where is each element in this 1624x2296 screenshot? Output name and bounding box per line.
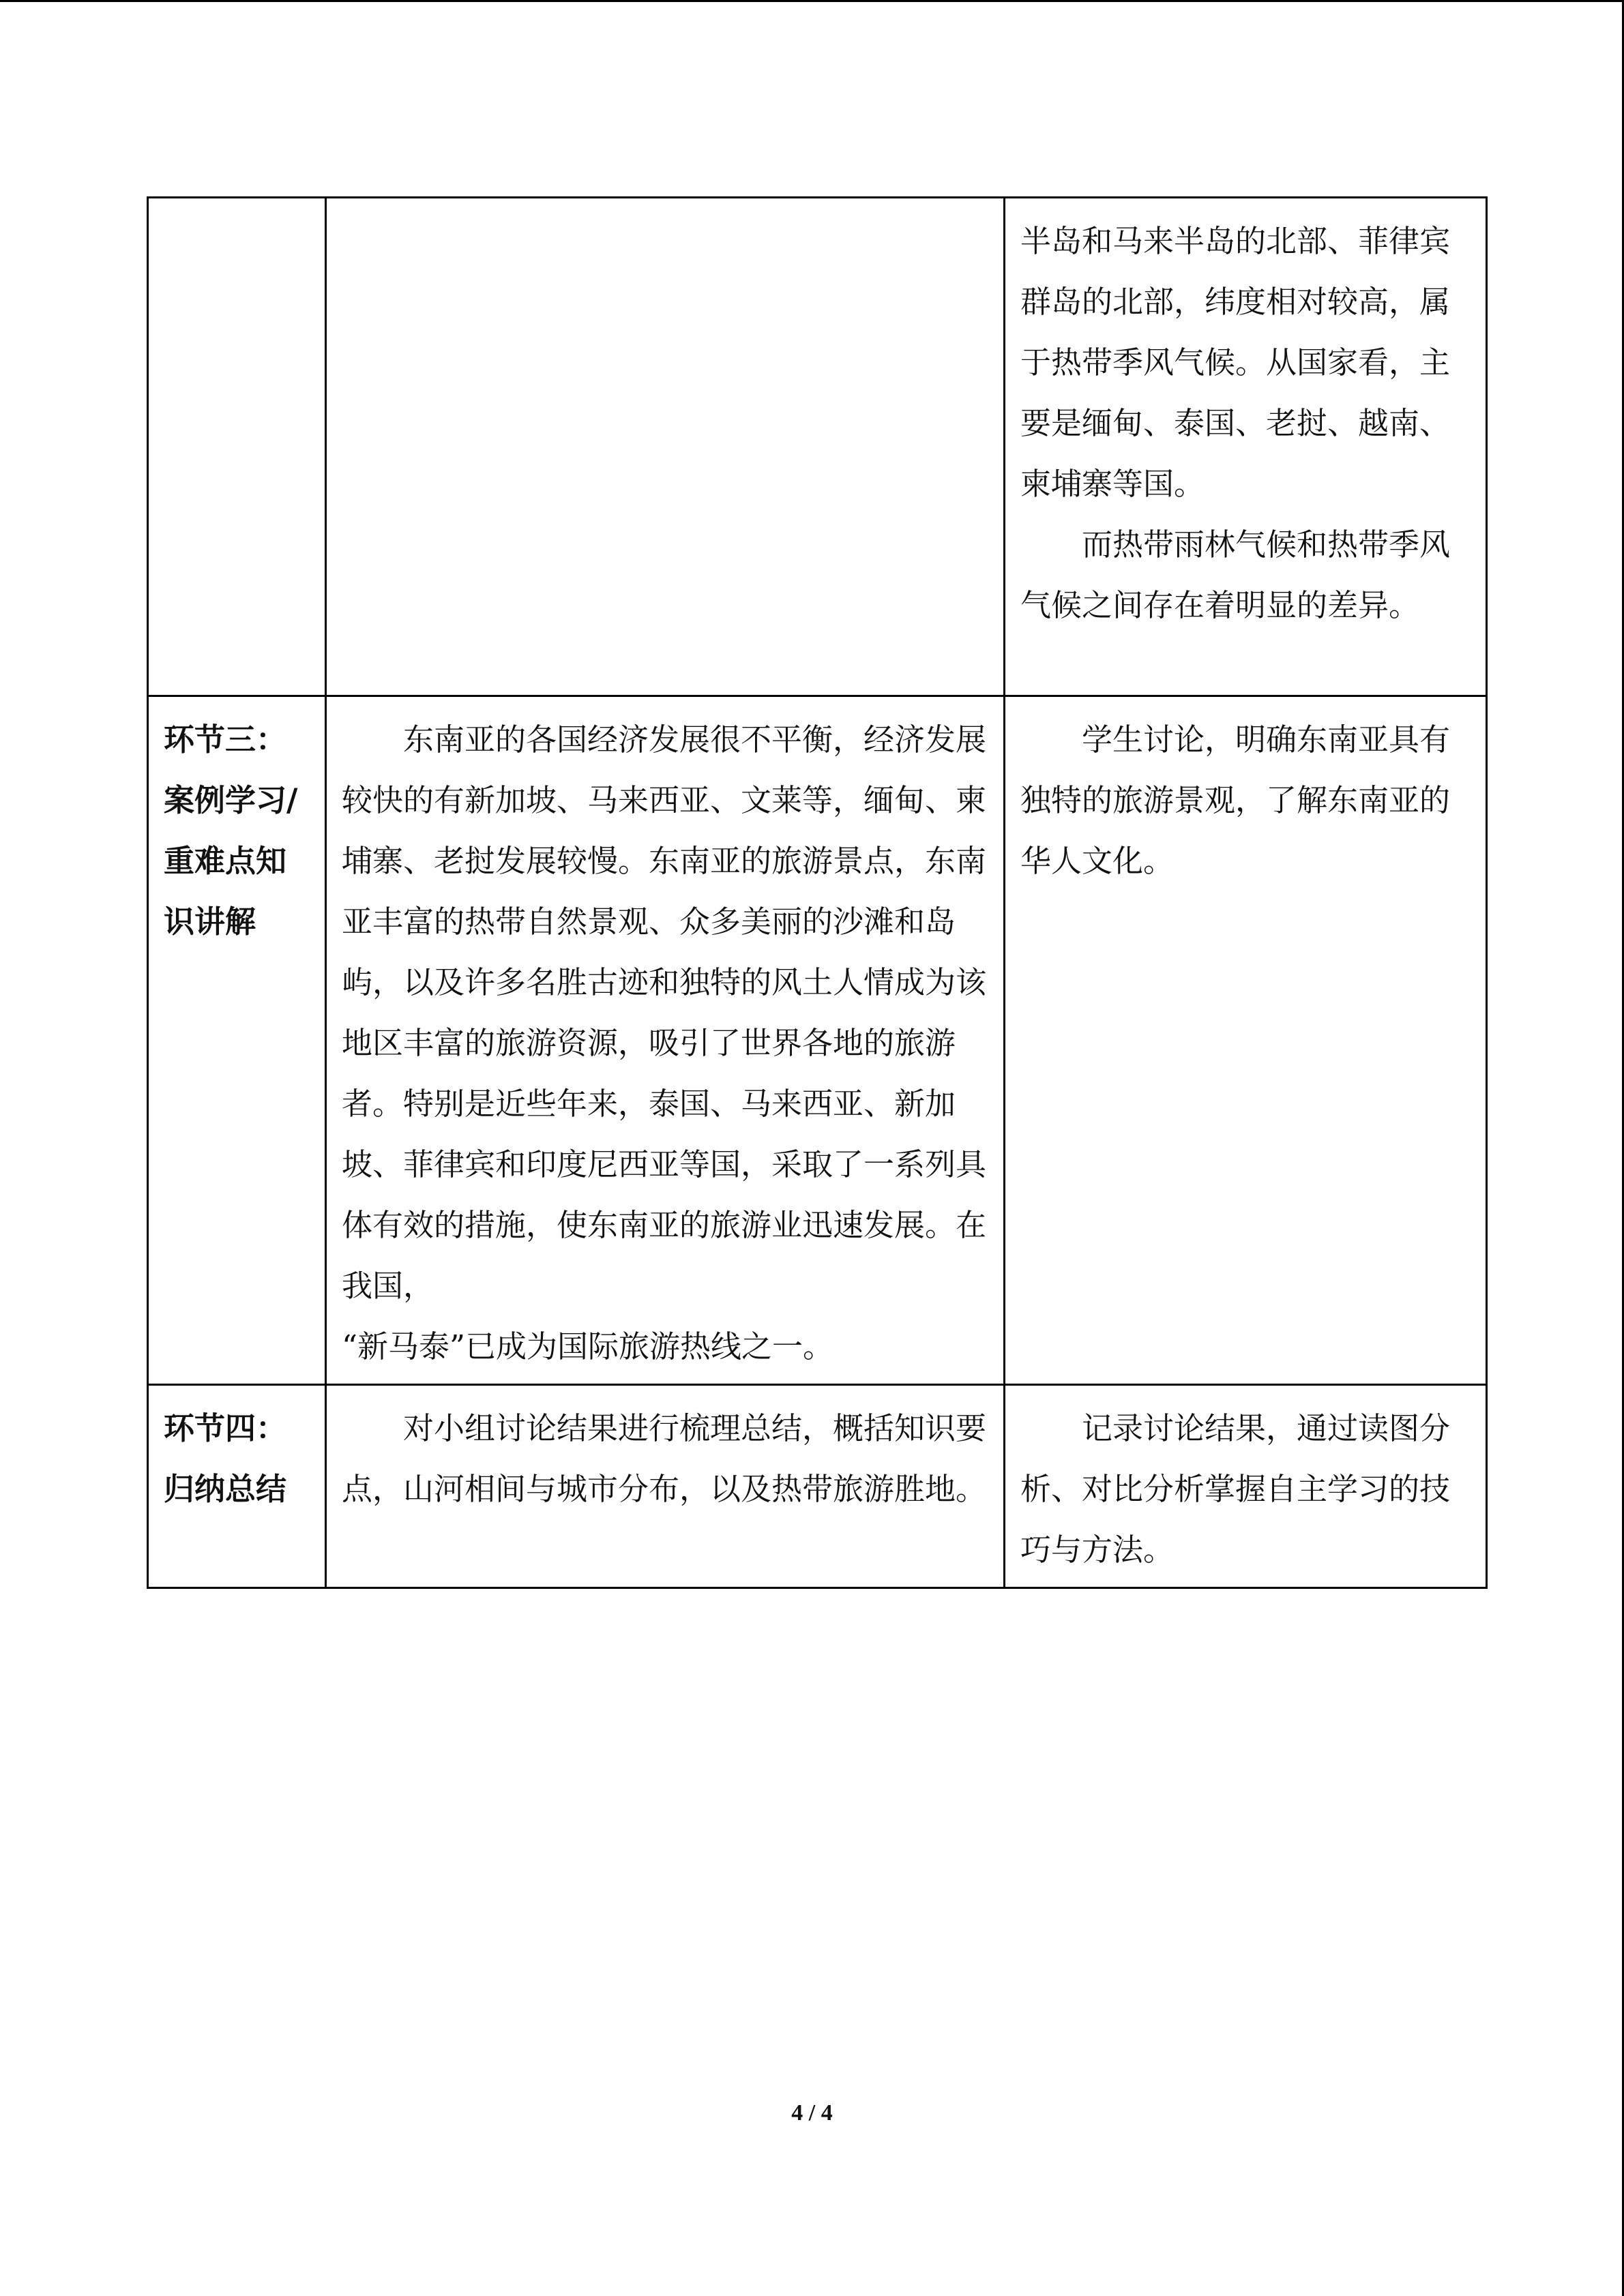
student-paragraph: 记录讨论结果，通过读图分析、对比分析掌握自主学习的技巧与方法。: [1020, 1410, 1451, 1568]
student-activity-cell: [1005, 1385, 1487, 1588]
student-activity-cell: [1005, 198, 1487, 696]
student-paragraph: 半岛和马来半岛的北部、菲律宾群岛的北部，纬度相对较高，属于热带季风气候。从国家看，主要是缅甸、泰国、老挝、越南、柬埔寨等国。: [1020, 223, 1451, 502]
teacher-activity-cell: [326, 198, 1005, 696]
student-paragraph: 而热带雨林气候和热带季风气候之间存在着明显的差异。: [1020, 526, 1451, 623]
student-paragraph: 学生讨论，明确东南亚具有独特的旅游景观，了解东南亚的华人文化。: [1020, 721, 1451, 879]
teacher-paragraph: “新马泰”已成为国际旅游热线之一。: [342, 1328, 834, 1365]
stage-cell: 环节四：归纳总结: [148, 1385, 326, 1588]
stage-cell: 环节三：案例学习/重难点知识讲解: [148, 696, 326, 1385]
stage-cell: [148, 198, 326, 696]
student-activity-cell: [1005, 696, 1487, 1385]
page-number: 4 / 4: [791, 2100, 833, 2126]
teacher-activity-cell: [326, 1385, 1005, 1588]
lesson-plan-table: [147, 196, 1488, 1589]
teacher-activity-cell: [326, 696, 1005, 1385]
teacher-paragraph: 东南亚的各国经济发展很不平衡，经济发展较快的有新加坡、马来西亚、文莱等，缅甸、柬埔寨、老挝发展较慢。东南亚的旅游景点，东南亚丰富的热带自然景观、众多美丽的沙滩和岛屿，以及许多名胜古迹和独特的风土人情成为该地区丰富的旅游资源，吸引了世界各地的旅游者。特别是近些年来，泰国、马来西亚、新加坡、菲律宾和印度尼西亚等国，采取了一系列具体有效的措施，使东南亚的旅游业迅速发展。在我国，: [342, 721, 987, 1304]
page-top-border: [0, 0, 1624, 2]
table-row: [148, 198, 1487, 696]
teacher-paragraph: 对小组讨论结果进行梳理总结，概括知识要点，山河相间与城市分布，以及热带旅游胜地。: [342, 1410, 987, 1507]
table-row: [148, 1385, 1487, 1588]
table-row: [148, 696, 1487, 1385]
